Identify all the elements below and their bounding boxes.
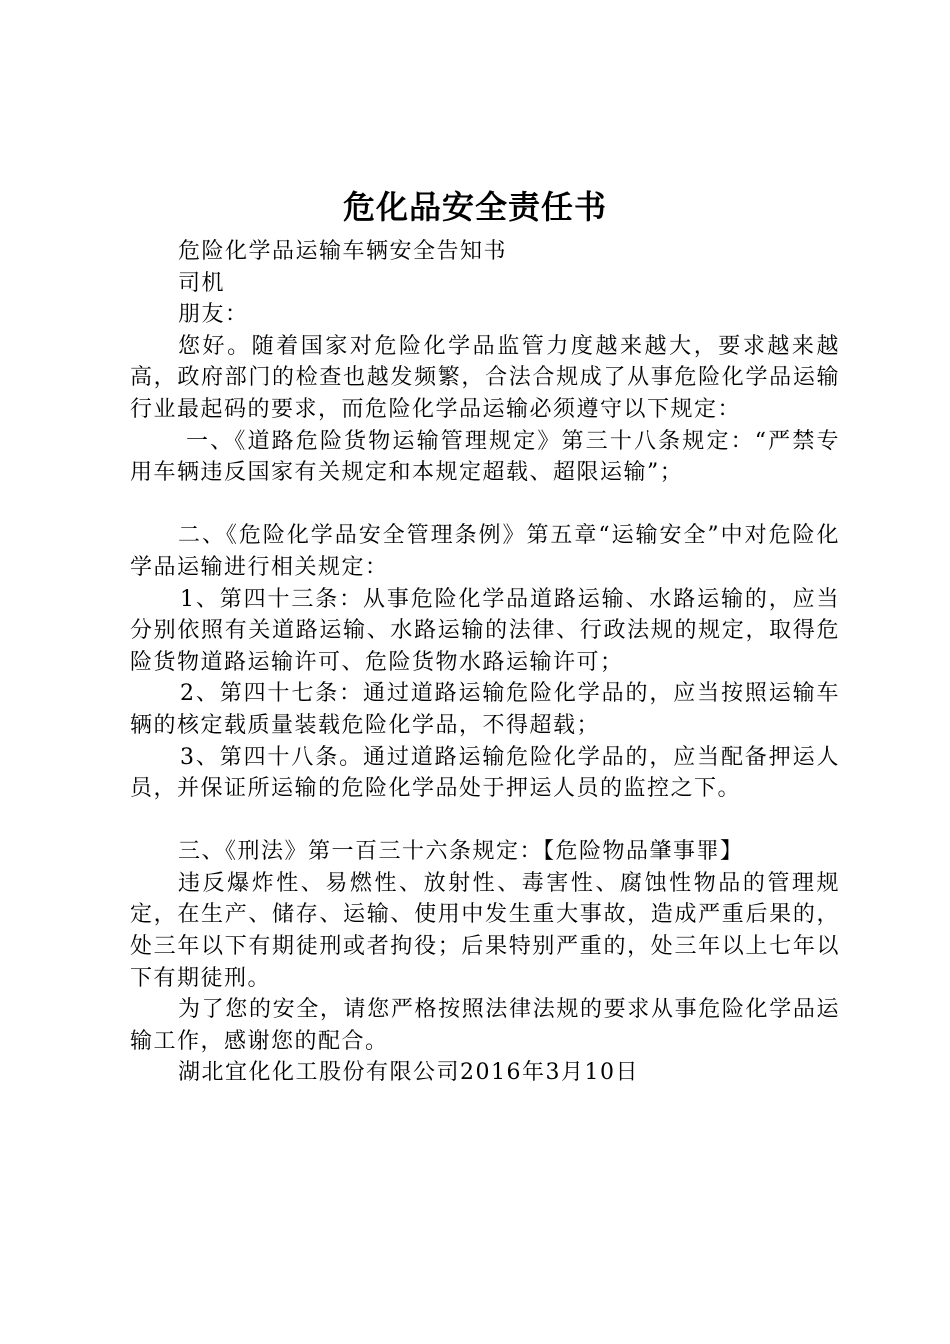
rule-2-item-2: 2、第四十七条：通过道路运输危险化学品的，应当按照运输车辆的核定载质量装载危险化学品，不得超载； [130, 681, 840, 738]
blank-line [130, 805, 840, 837]
rule-2-heading: 二、《危险化学品安全管理条例》第五章“运输安全”中对危险化学品运输进行相关规定： [130, 523, 840, 580]
salutation-driver: 司机 [178, 270, 226, 296]
rule-3-body: 违反爆炸性、易燃性、放射性、毒害性、腐蚀性物品的管理规定，在生产、储存、运输、使用中发生重大事故，造成严重后果的，处三年以下有期徒刑或者拘役；后果特别严重的，处三年以上七年以下有期徒刑。 [130, 870, 840, 991]
salutation-friend: 朋友： [178, 302, 249, 328]
document-title: 危化品安全责任书 [342, 188, 607, 226]
intro-paragraph: 您好。随着国家对危险化学品监管力度越来越大，要求越来越高，政府部门的检查也越发频繁，合法合规成了从事危险化学品运输行业最起码的要求，而危险化学品运输必须遵守以下规定： [130, 333, 840, 422]
rule-3-heading: 三、《刑法》第一百三十六条规定：【危险物品肇事罪】 [178, 839, 744, 865]
blank-line [130, 489, 840, 521]
rule-2-item-3: 3、第四十八条。通过道路运输危险化学品的，应当配备押运人员，并保证所运输的危险化学品处于押运人员的监控之下。 [130, 744, 840, 802]
subtitle: 危险化学品运输车辆安全告知书 [178, 239, 508, 264]
rule-1-paragraph: 一、《道路危险货物运输管理规定》第三十八条规定：“严禁专用车辆违反国家有关规定和本规定超载、超限运输”； [130, 428, 840, 486]
document-body [130, 236, 840, 1089]
signature-date: 湖北宜化化工股份有限公司2016年3月10日 [178, 1060, 639, 1086]
rule-2-item-1: 1、第四十三条：从事危险化学品道路运输、水路运输的，应当分别依照有关道路运输、水路运输的法律、行政法规的规定，取得危险货物道路运输许可、危险货物水路运输许可； [130, 586, 840, 675]
closing-paragraph: 为了您的安全，请您严格按照法律法规的要求从事危险化学品运输工作，感谢您的配合。 [130, 997, 840, 1054]
